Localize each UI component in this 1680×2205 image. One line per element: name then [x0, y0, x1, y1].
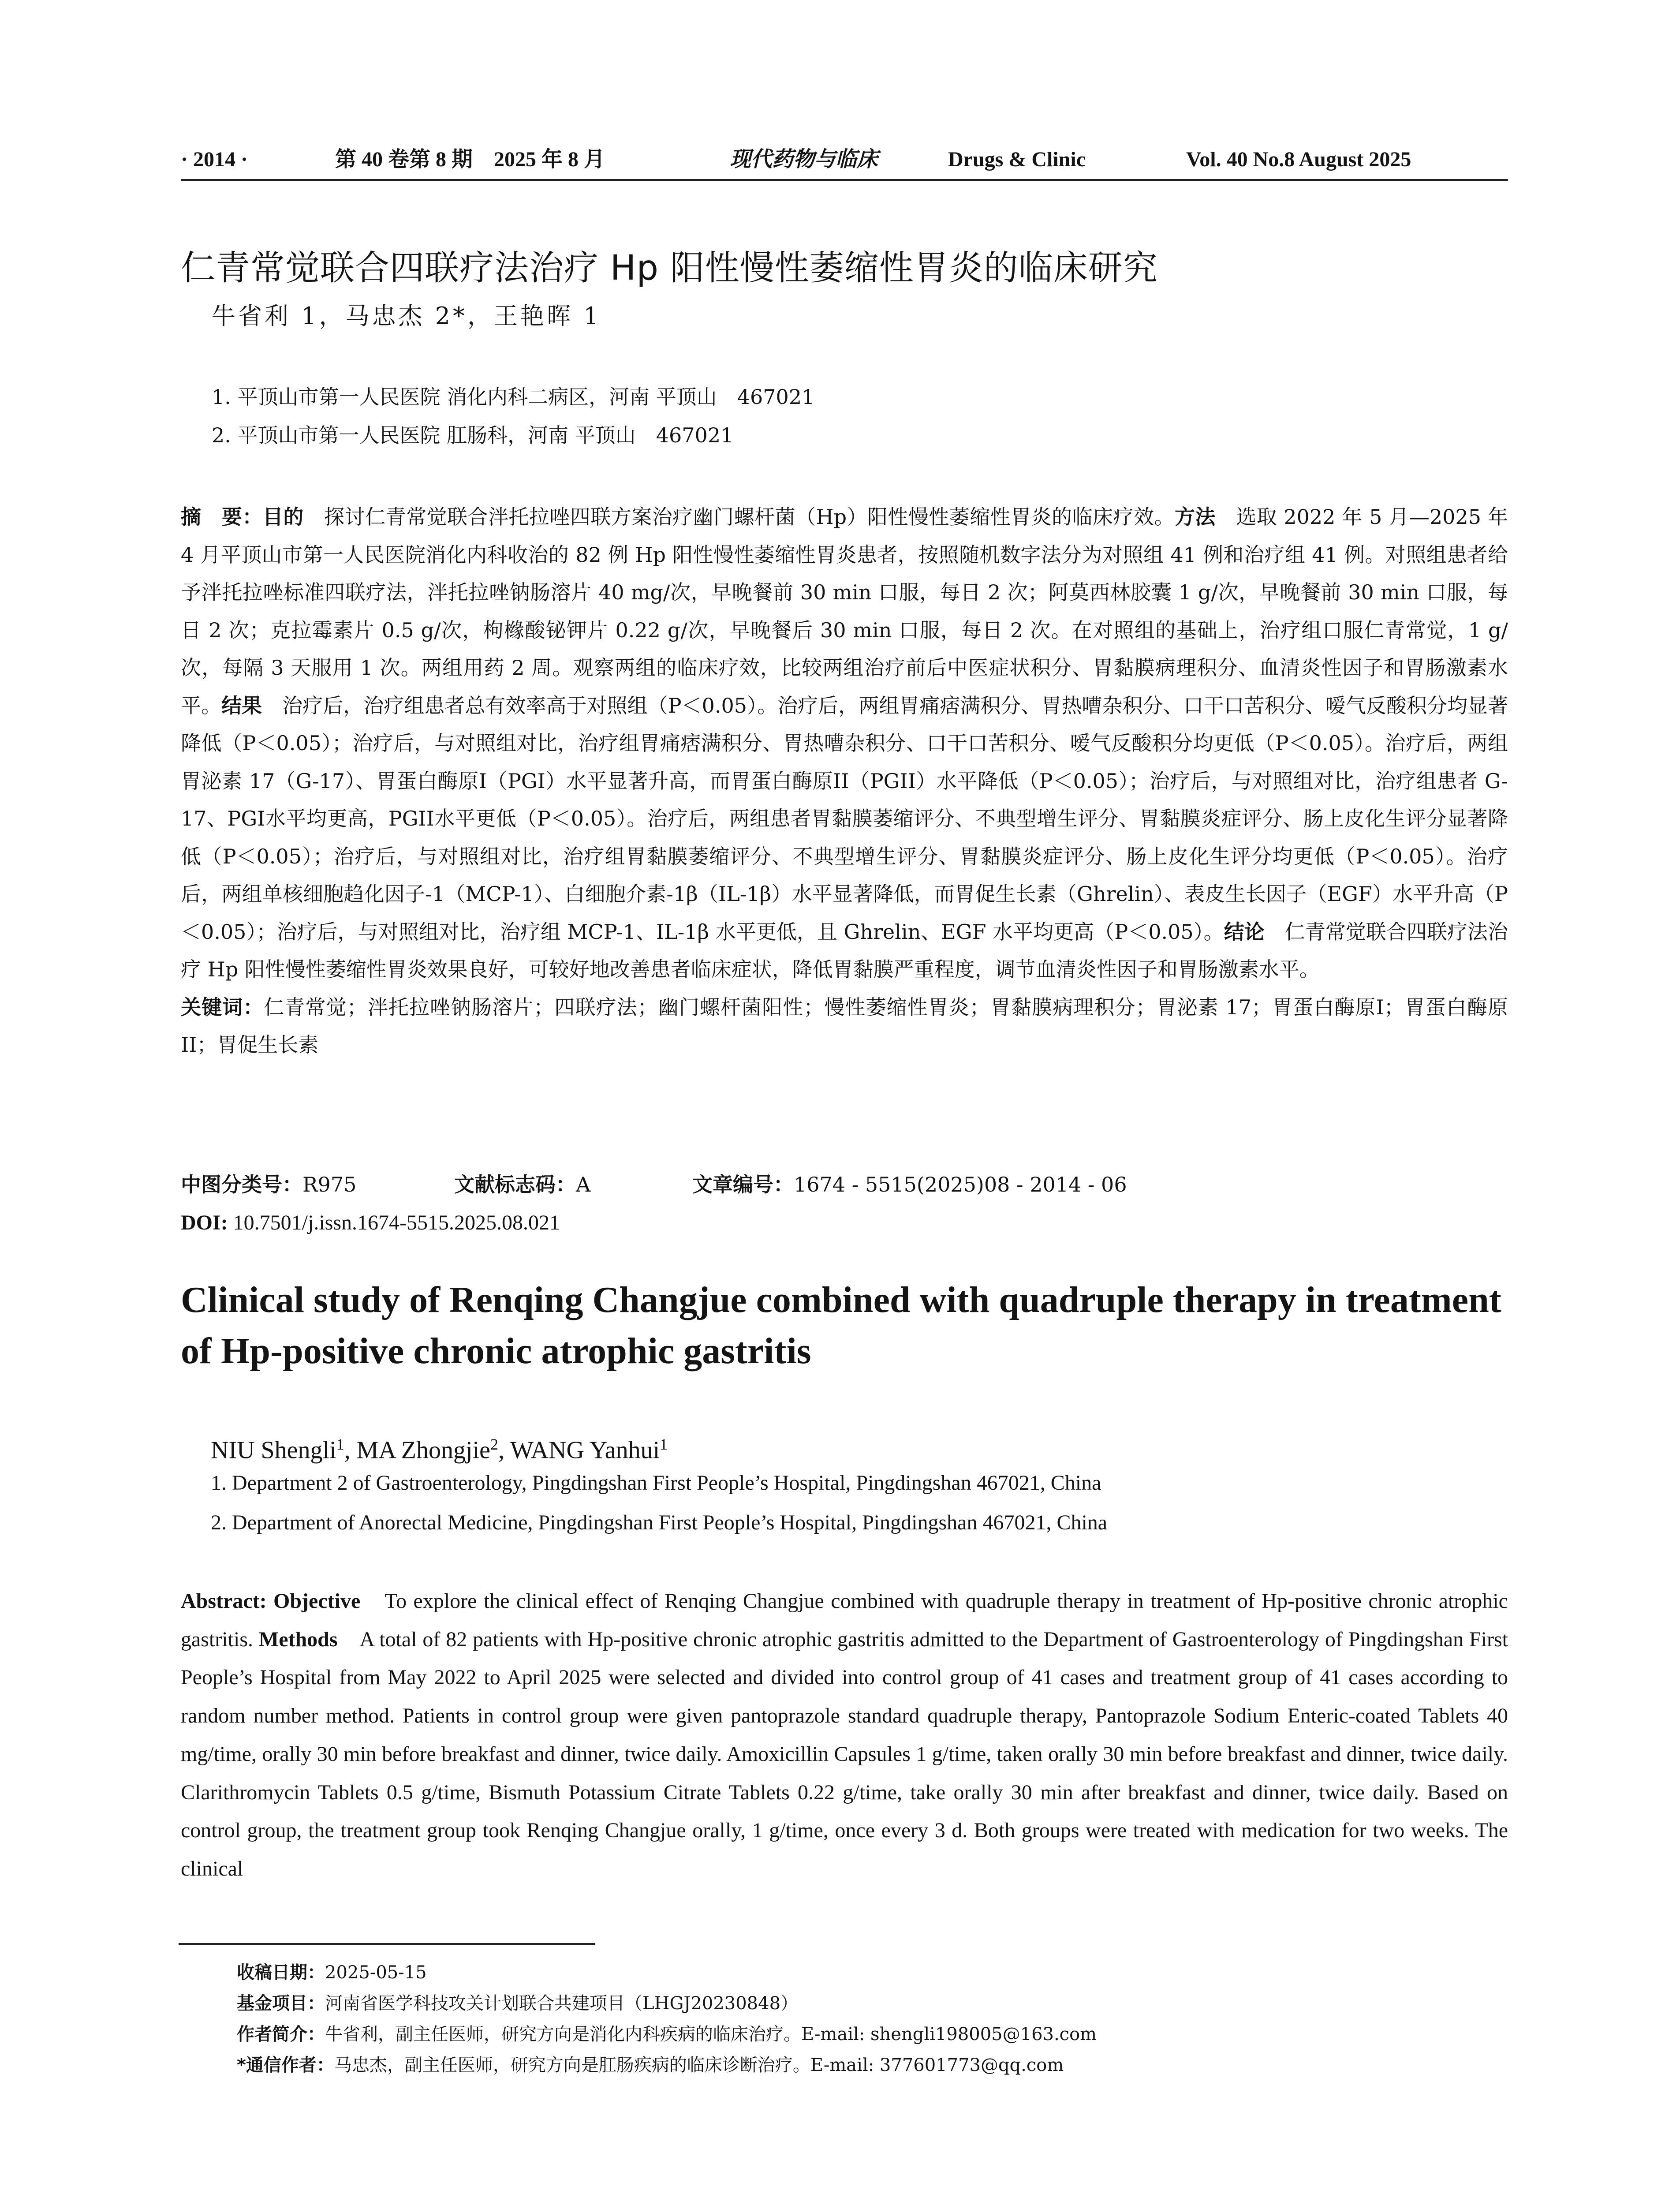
conclusion-label-cn: 结论	[1224, 919, 1265, 944]
author-en-3-sup: 1	[660, 1435, 668, 1453]
footnote-author-bio	[237, 2019, 1502, 2050]
author-en-3: WANG Yanhui	[510, 1436, 660, 1464]
doi-label: DOI:	[181, 1211, 228, 1234]
header-rule	[181, 179, 1508, 181]
abstract-cn	[181, 498, 1508, 1064]
abstract-cn-label: 摘 要：	[181, 505, 263, 529]
footnote-received	[237, 1957, 1502, 1988]
received-date: 2025-05-15	[325, 1962, 427, 1983]
results-label-cn: 结果	[221, 693, 262, 718]
methods-text-cn: 选取 2022 年 5 月—2025 年 4 月平顶山市第一人民医院消化内科收治的 82 例 Hp 阳性慢性萎缩性胃炎患者，按照随机数字法分为对照组 41 例和治疗组 41 例。对照组患者给予泮托拉唑标准四联疗法，泮托拉唑钠肠溶片 40 mg/次，早晚餐前 30 min 口服，每日 2 次；阿莫西林胶囊 1 g/次，早晚餐前 30 min 口服，每日 2 次；克拉霉素片 0.5 g/次，枸橼酸铋钾片 0.22 g/次，早晚餐后 30 min 口服，每日 2 次。在对照组的基础上，治疗组口服仁青常觉，1 g/次，每隔 3 天服用 1 次。两组用药 2 周。观察两组的临床疗效，比较两组治疗前后中医症状积分、胃黏膜病理积分、血清炎性因子和胃肠激素水平。	[181, 505, 1508, 718]
conclusion-text-cn: 仁青常觉联合四联疗法治疗 Hp 阳性慢性萎缩性胃炎效果良好，可较好地改善患者临床症状，降低胃黏膜严重程度，调节血清炎性因子和胃肠激素水平。	[181, 919, 1508, 981]
methods-label-cn: 方法	[1174, 505, 1216, 529]
article-number-label: 文章编号：	[692, 1173, 794, 1196]
affiliation-en-1: 1. Department 2 of Gastroenterology, Pingdingshan First People’s Hospital, Pingdingshan 467021, China	[211, 1471, 1101, 1495]
authors-en: NIU Shengli$^1$, MA Zhongjie$^2$, WANG Yanhui$^1$	[211, 1435, 668, 1464]
corresponding-text: 马忠杰，副主任医师，研究方向是肛肠疾病的临床诊断治疗。E-mail: 377601773@qq.com	[334, 2055, 1064, 2075]
results-text-cn: 治疗后，治疗组患者总有效率高于对照组（P＜0.05）。治疗后，两组胃痛痞满积分、胃热嘈杂积分、口干口苦积分、嗳气反酸积分均显著降低（P＜0.05）；治疗后，与对照组对比，治疗组胃痛痞满积分、胃热嘈杂积分、口干口苦积分、嗳气反酸积分均更低（P＜0.05）。治疗后，两组胃泌素 17（G-17）、胃蛋白酶原I（PGI）水平显著升高，而胃蛋白酶原II（PGII）水平降低（P＜0.05）；治疗后，与对照组对比，治疗组患者 G-17、PGI水平均更高，PGII水平更低（P＜0.05）。治疗后，两组患者胃黏膜萎缩评分、不典型增生评分、胃黏膜炎症评分、肠上皮化生评分显著降低（P＜0.05）；治疗后，与对照组对比，治疗组胃黏膜萎缩评分、不典型增生评分、胃黏膜炎症评分、肠上皮化生评分均更低（P＜0.05）。治疗后，两组单核细胞趋化因子-1（MCP-1）、白细胞介素-1β（IL-1β）水平显著降低，而胃促生长素（Ghrelin）、表皮生长因子（EGF）水平升高（P＜0.05）；治疗后，与对照组对比，治疗组 MCP-1、IL-1β 水平更低，且 Ghrelin、EGF 水平均更高（P＜0.05）。	[181, 693, 1508, 944]
affiliation-cn-1: 1. 平顶山市第一人民医院 消化内科二病区，河南 平顶山 467021	[212, 385, 815, 409]
funding-label: 基金项目：	[237, 1993, 325, 2014]
abstract-en-label: Abstract: Objective	[181, 1589, 361, 1613]
footnote-rule	[179, 1943, 595, 1945]
author-bio-text: 牛省利，副主任医师，研究方向是消化内科疾病的临床治疗。E-mail: shengli198005@163.com	[325, 2024, 1097, 2044]
objective-label-cn: 目的	[262, 505, 304, 529]
footnote-funding	[237, 1988, 1502, 2019]
keywords-label-cn: 关键词：	[181, 995, 264, 1019]
clc-label: 中图分类号：	[181, 1173, 302, 1196]
article-title-en: Clinical study of Renqing Changjue combined with quadruple therapy in treatment of Hp-positive chronic atrophic gastritis	[181, 1279, 1501, 1372]
affiliation-cn-2: 2. 平顶山市第一人民医院 肛肠科，河南 平顶山 467021	[212, 423, 734, 447]
header-volume-en: Vol. 40 No.8 August 2025	[1186, 148, 1411, 171]
header-volume-cn: 第 40 卷第 8 期 2025 年 8 月	[335, 148, 605, 171]
author-en-1-sup: 1	[336, 1435, 344, 1453]
author-en-2-sup: 2	[490, 1435, 498, 1453]
objective-text-en: To explore the clinical effect of Renqing Changjue combined with quadruple therapy in treatment of Hp-positive chronic atrophic gastritis.	[181, 1589, 1508, 1651]
methods-text-en: A total of 82 patients with Hp-positive chronic atrophic gastritis admitted to the Department of Gastroenterology of Pingdingshan First People’s Hospital from May 2022 to April 2025 were selected and divided into control group of 41 cases and treatment group of 41 cases according to random number method. Patients in control group were given pantoprazole standard quadruple therapy, Pantoprazole Sodium Enteric-coated Tablets 40 mg/time, orally 30 min before breakfast and dinner, twice daily. Amoxicillin Capsules 1 g/time, taken orally 30 min before breakfast and dinner, twice daily. Clarithromycin Tablets 0.5 g/time, Bismuth Potassium Citrate Tablets 0.22 g/time, take orally 30 min after breakfast and dinner, twice daily. Based on control group, the treatment group took Renqing Changjue orally, 1 g/time, once every 3 d. Both groups were treated with medication for two weeks. The clinical	[181, 1627, 1508, 1880]
author-en-2: MA Zhongjie	[356, 1436, 490, 1464]
doi-line	[181, 1204, 1508, 1241]
corresponding-label: *通信作者：	[237, 2055, 334, 2075]
doc-code-label: 文献标志码：	[454, 1173, 576, 1196]
authors-cn: 牛省利 1，马忠杰 2*，王艳晖 1	[212, 302, 601, 330]
funding-text: 河南省医学科技攻关计划联合共建项目（LHGJ20230848）	[325, 1993, 799, 2014]
header-page-number: · 2014 ·	[181, 148, 248, 171]
abstract-en	[181, 1582, 1508, 1888]
clc-value: R975	[302, 1173, 357, 1196]
objective-text-cn: 探讨仁青常觉联合泮托拉唑四联方案治疗幽门螺杆菌（Hp）阳性慢性萎缩性胃炎的临床疗效。	[324, 505, 1175, 529]
article-number-value: 1674 - 5515(2025)08 - 2014 - 06	[794, 1173, 1127, 1196]
received-label: 收稿日期：	[237, 1962, 325, 1983]
keywords-text-cn: 仁青常觉；泮托拉唑钠肠溶片；四联疗法；幽门螺杆菌阳性；慢性萎缩性胃炎；胃黏膜病理积分；胃泌素 17；胃蛋白酶原I；胃蛋白酶原II；胃促生长素	[181, 995, 1508, 1057]
footnote-corresponding	[237, 2050, 1502, 2081]
header-journal-cn: 现代药物与临床	[730, 148, 878, 171]
doi-value: 10.7501/j.issn.1674-5515.2025.08.021	[233, 1211, 560, 1234]
article-title-cn: 仁青常觉联合四联疗法治疗 Hp 阳性慢性萎缩性胃炎的临床研究	[181, 248, 1158, 288]
running-header	[181, 142, 1508, 177]
affiliation-en-2: 2. Department of Anorectal Medicine, Pingdingshan First People’s Hospital, Pingdingshan 467021, China	[211, 1511, 1108, 1534]
doc-code-value: A	[576, 1173, 591, 1196]
author-bio-label: 作者简介：	[237, 2024, 325, 2044]
methods-label-en: Methods	[258, 1627, 338, 1651]
header-journal-en: Drugs & Clinic	[948, 148, 1086, 171]
author-en-1: NIU Shengli	[211, 1436, 336, 1464]
